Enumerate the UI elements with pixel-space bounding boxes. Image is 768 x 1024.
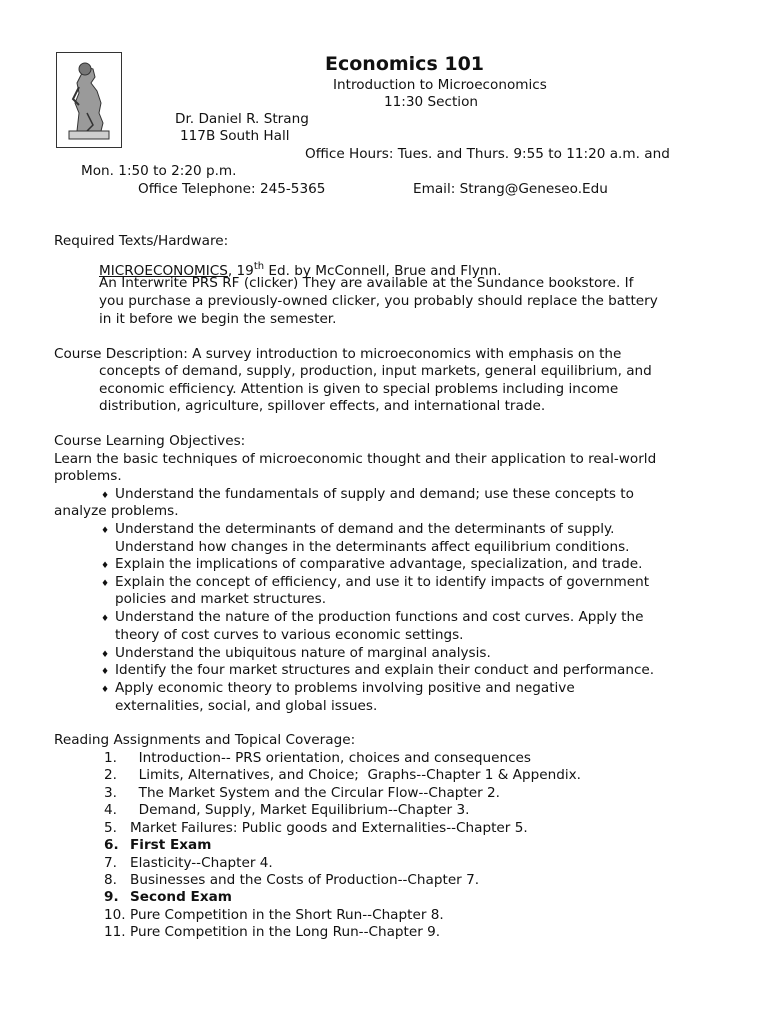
reading-number: 8. (104, 872, 117, 888)
reading-text: Second Exam (130, 889, 232, 905)
reading-number: 3. (104, 785, 117, 801)
objective-text: Explain the concept of efficiency, and use it to identify impacts of government (115, 574, 650, 590)
reading-item (104, 802, 469, 819)
reading-number: 6. (104, 837, 119, 853)
objective-text: Identify the four market structures and explain their conduct and performance. (115, 662, 655, 678)
reading-number: 10. (104, 907, 126, 923)
objective-item-continuation: policies and market structures. (115, 591, 327, 607)
bullet-icon: ♦ (101, 667, 110, 677)
readings-heading: Reading Assignments and Topical Coverage: (54, 732, 356, 748)
course-subtitle: Introduction to Microeconomics (333, 77, 547, 93)
office-hours-line-1: Office Hours: Tues. and Thurs. 9:55 to 11:20 a.m. and (305, 146, 670, 162)
reading-text: First Exam (130, 837, 212, 853)
objectives-intro-line-1: Learn the basic techniques of microeconomic thought and their application to real-world (54, 451, 657, 467)
objective-item (101, 556, 642, 575)
textbook-edition: , 19 (227, 263, 254, 279)
reading-number: 1. (104, 750, 117, 766)
instructor-name: Dr. Daniel R. Strang (175, 111, 309, 127)
bullet-icon: ♦ (101, 685, 110, 695)
objective-text: Understand the ubiquitous nature of marginal analysis. (115, 645, 491, 661)
bullet-icon: ♦ (101, 614, 110, 624)
reading-item (104, 907, 444, 924)
clicker-line-2: you purchase a previously-owned clicker, you probably should replace the battery (99, 293, 658, 309)
course-title: Economics 101 (325, 53, 485, 75)
bullet-icon: ♦ (101, 650, 110, 660)
reading-text: Market Failures: Public goods and Externalities--Chapter 5. (130, 820, 528, 836)
instructor-email: Email: Strang@Geneseo.Edu (413, 181, 608, 197)
objective-item-continuation: externalities, social, and global issues. (115, 698, 378, 714)
objective-item (101, 521, 614, 540)
objective-item-continuation: theory of cost curves to various economic settings. (115, 627, 464, 643)
description-line-1: Course Description: A survey introduction to microeconomics with emphasis on the (54, 346, 622, 362)
objective-text: Understand the determinants of demand and the determinants of supply. (115, 521, 615, 537)
reading-number: 2. (104, 767, 117, 783)
description-line-2: concepts of demand, supply, production, input markets, general equilibrium, and (99, 363, 652, 379)
description-line-4: distribution, agriculture, spillover effects, and international trade. (99, 398, 546, 414)
reading-number: 5. (104, 820, 117, 836)
objective-text: Apply economic theory to problems involving positive and negative (115, 680, 575, 696)
reading-text: Introduction-- PRS orientation, choices and consequences (130, 750, 532, 766)
reading-number: 7. (104, 855, 117, 871)
objective-first-text: Understand the fundamentals of supply and demand; use these concepts to (115, 486, 634, 502)
reading-item (104, 767, 581, 784)
bullet-icon: ♦ (101, 579, 110, 589)
reading-number: 11. (104, 924, 126, 940)
bullet-icon: ♦ (101, 561, 110, 571)
objectives-intro-line-2: problems. (54, 468, 122, 484)
office-telephone: Office Telephone: 245-5365 (138, 181, 326, 197)
reading-item (104, 855, 273, 872)
reading-text: Pure Competition in the Long Run--Chapter 9. (130, 924, 441, 940)
reading-item (104, 820, 528, 837)
bullet-icon: ♦ (101, 491, 110, 501)
objective-text: Explain the implications of comparative advantage, specialization, and trade. (115, 556, 643, 572)
textbook-title: MICROECONOMICS (99, 263, 228, 279)
reading-text: Demand, Supply, Market Equilibrium--Chapter 3. (130, 802, 470, 818)
office-location: 117B South Hall (180, 128, 290, 144)
objective-text: Understand the nature of the production functions and cost curves. Apply the (115, 609, 644, 625)
reading-text: The Market System and the Circular Flow--Chapter 2. (130, 785, 500, 801)
reading-item (104, 785, 500, 802)
reading-text: Elasticity--Chapter 4. (130, 855, 273, 871)
clicker-line-1: An Interwrite PRS RF (clicker) They are available at the Sundance bookstore. If (99, 275, 634, 291)
clicker-line-3: in it before we begin the semester. (99, 311, 337, 327)
reading-item (104, 924, 440, 941)
reading-number: 4. (104, 802, 117, 818)
bullet-icon: ♦ (101, 526, 110, 536)
objective-item (101, 609, 644, 628)
objective-item-continuation: Understand how changes in the determinants affect equilibrium conditions. (115, 539, 630, 555)
reading-item (104, 750, 531, 767)
objective-first-line-2: analyze problems. (54, 503, 179, 519)
reading-item-exam (104, 837, 211, 854)
reading-item (104, 872, 479, 889)
textbook-edition-suffix: th (253, 261, 265, 272)
reading-item-exam (104, 889, 232, 906)
office-hours-line-2: Mon. 1:50 to 2:20 p.m. (81, 163, 237, 179)
reading-text: Limits, Alternatives, and Choice; Graphs--Chapter 1 & Appendix. (130, 767, 581, 783)
objective-first-line-1 (101, 486, 634, 505)
objective-item (101, 662, 654, 681)
reading-text: Pure Competition in the Short Run--Chapter 8. (130, 907, 444, 923)
objective-item (101, 680, 575, 699)
reading-text: Businesses and the Costs of Production--Chapter 7. (130, 872, 480, 888)
thinker-statue-icon (56, 52, 122, 148)
course-section: 11:30 Section (384, 94, 479, 110)
required-texts-heading: Required Texts/Hardware: (54, 233, 229, 249)
objectives-heading: Course Learning Objectives: (54, 433, 246, 449)
reading-number: 9. (104, 889, 119, 905)
textbook-authors: Ed. by McConnell, Brue and Flynn. (264, 263, 502, 279)
description-line-3: economic efficiency. Attention is given to special problems including income (99, 381, 619, 397)
